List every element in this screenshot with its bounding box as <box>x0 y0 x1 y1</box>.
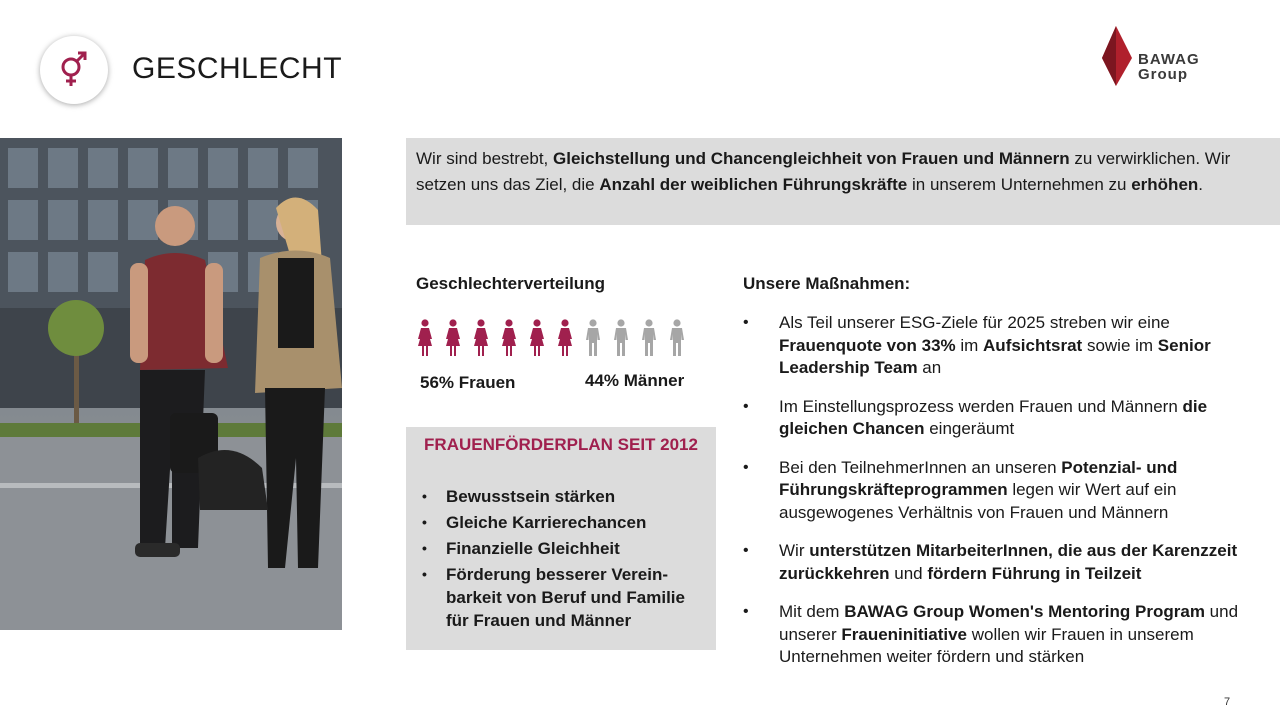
intro-text-bold: Anzahl der weiblichen Führungskräfte <box>599 175 908 194</box>
intro-text-bold: erhöhen <box>1131 175 1199 194</box>
male-person-icon <box>640 319 658 357</box>
intro-statement <box>406 138 1280 225</box>
measures-title: Unsere Maßnahmen: <box>743 274 911 293</box>
bawag-logo-mark-icon <box>1098 26 1134 86</box>
measure-text-bold: Potenzial- und Führungskräfteprogrammen <box>779 457 1178 499</box>
female-person-icon <box>472 319 490 357</box>
measures-list <box>743 312 1263 685</box>
measure-item <box>743 540 1263 585</box>
measure-text: Mit dem <box>779 602 845 621</box>
measure-item <box>743 396 1263 441</box>
measure-text-bold: Senior Leadership Team <box>779 335 1211 377</box>
measure-text: Bei den TeilnehmerInnen an unseren <box>779 457 1062 477</box>
page-title: GESCHLECHT <box>132 52 343 85</box>
measure-text: an <box>917 358 942 377</box>
plan-item: • Finanzielle Gleichheit <box>420 537 702 560</box>
distribution-title: Geschlechterverteilung <box>416 274 605 293</box>
male-person-icon <box>612 319 630 357</box>
male-person-icon <box>668 319 686 357</box>
female-person-icon <box>528 319 546 357</box>
gender-icon-badge <box>40 36 108 104</box>
men-percentage: 44% Männer <box>585 371 685 390</box>
intro-text-part: Wir sind bestrebt, <box>416 149 553 168</box>
intro-text-bold: Gleichstellung und Chancengleichheit von Frauen und Männern <box>553 149 1070 168</box>
measure-text: Als Teil unserer ESG-Ziele für 2025 streben wir eine <box>779 313 1170 332</box>
female-person-icon <box>500 319 518 357</box>
female-person-icon <box>416 319 434 357</box>
measure-item <box>743 601 1263 669</box>
measure-text-bold: fördern Führung in Teilzeit <box>927 563 1142 583</box>
measure-text: legen wir Wert auf ein ausgewogenes Verhältnis von Frauen und Männern <box>779 480 1177 522</box>
male-person-icon <box>584 319 602 357</box>
measure-text-bold: unterstützen MitarbeiterInnen, die aus der Karenzzeit zurückkehren <box>779 541 1238 583</box>
measure-text: Im Einstellungsprozess werden Frauen und Männern <box>779 396 1183 416</box>
measure-text-bold: die gleichen Chancen <box>779 396 1208 438</box>
bawag-group-logo <box>1098 26 1238 88</box>
intro-text-part: . <box>1198 175 1204 194</box>
measure-text-bold: Frauenquote von 33% <box>779 335 956 355</box>
plan-title: FRAUENFÖRDERPLAN SEIT 2012 <box>424 435 698 454</box>
measure-item <box>743 312 1263 380</box>
measure-item <box>743 457 1263 525</box>
photo-couple-walking <box>0 138 342 630</box>
measure-text-bold: Aufsichtsrat <box>983 335 1083 355</box>
logo-text-bawag: BAWAG <box>1138 51 1200 68</box>
photo-illustration <box>0 138 342 630</box>
measure-text-bold: BAWAG Group Women's Mentoring Program <box>844 602 1205 621</box>
plan-list <box>420 485 702 632</box>
measure-text: wollen wir Frauen in unserem Unternehmen weiter fördern und stärken <box>779 624 1194 666</box>
measure-text: Wir <box>779 541 810 560</box>
measure-text: und <box>889 563 928 583</box>
women-promotion-plan-box <box>406 427 716 650</box>
female-person-icon <box>556 319 574 357</box>
measure-text-bold: Fraueninitiative <box>841 624 968 644</box>
measure-text: und unserer <box>779 602 1239 644</box>
measure-text: sowie im <box>1082 335 1158 355</box>
gender-symbol-icon <box>57 50 91 90</box>
plan-item: • Gleiche Karrierechancen <box>420 511 702 534</box>
logo-text-group: Group <box>1138 66 1188 83</box>
intro-text-part: in unserem Unternehmen zu <box>907 175 1132 194</box>
women-percentage: 56% Frauen <box>420 373 516 392</box>
page-number: 7 <box>1224 696 1231 708</box>
people-pictogram <box>416 319 686 357</box>
intro-text-part: zu verwirklichen. Wir setzen uns das Ziel, die <box>416 149 1231 194</box>
measure-text: im <box>955 335 984 355</box>
measure-text: eingeräumt <box>924 419 1015 438</box>
plan-item: • Bewusstsein stärken <box>420 485 702 508</box>
female-person-icon <box>444 319 462 357</box>
plan-item: • Förderung besserer Verein-barkeit von Beruf und Familie für Frauen und Männer <box>420 563 702 632</box>
